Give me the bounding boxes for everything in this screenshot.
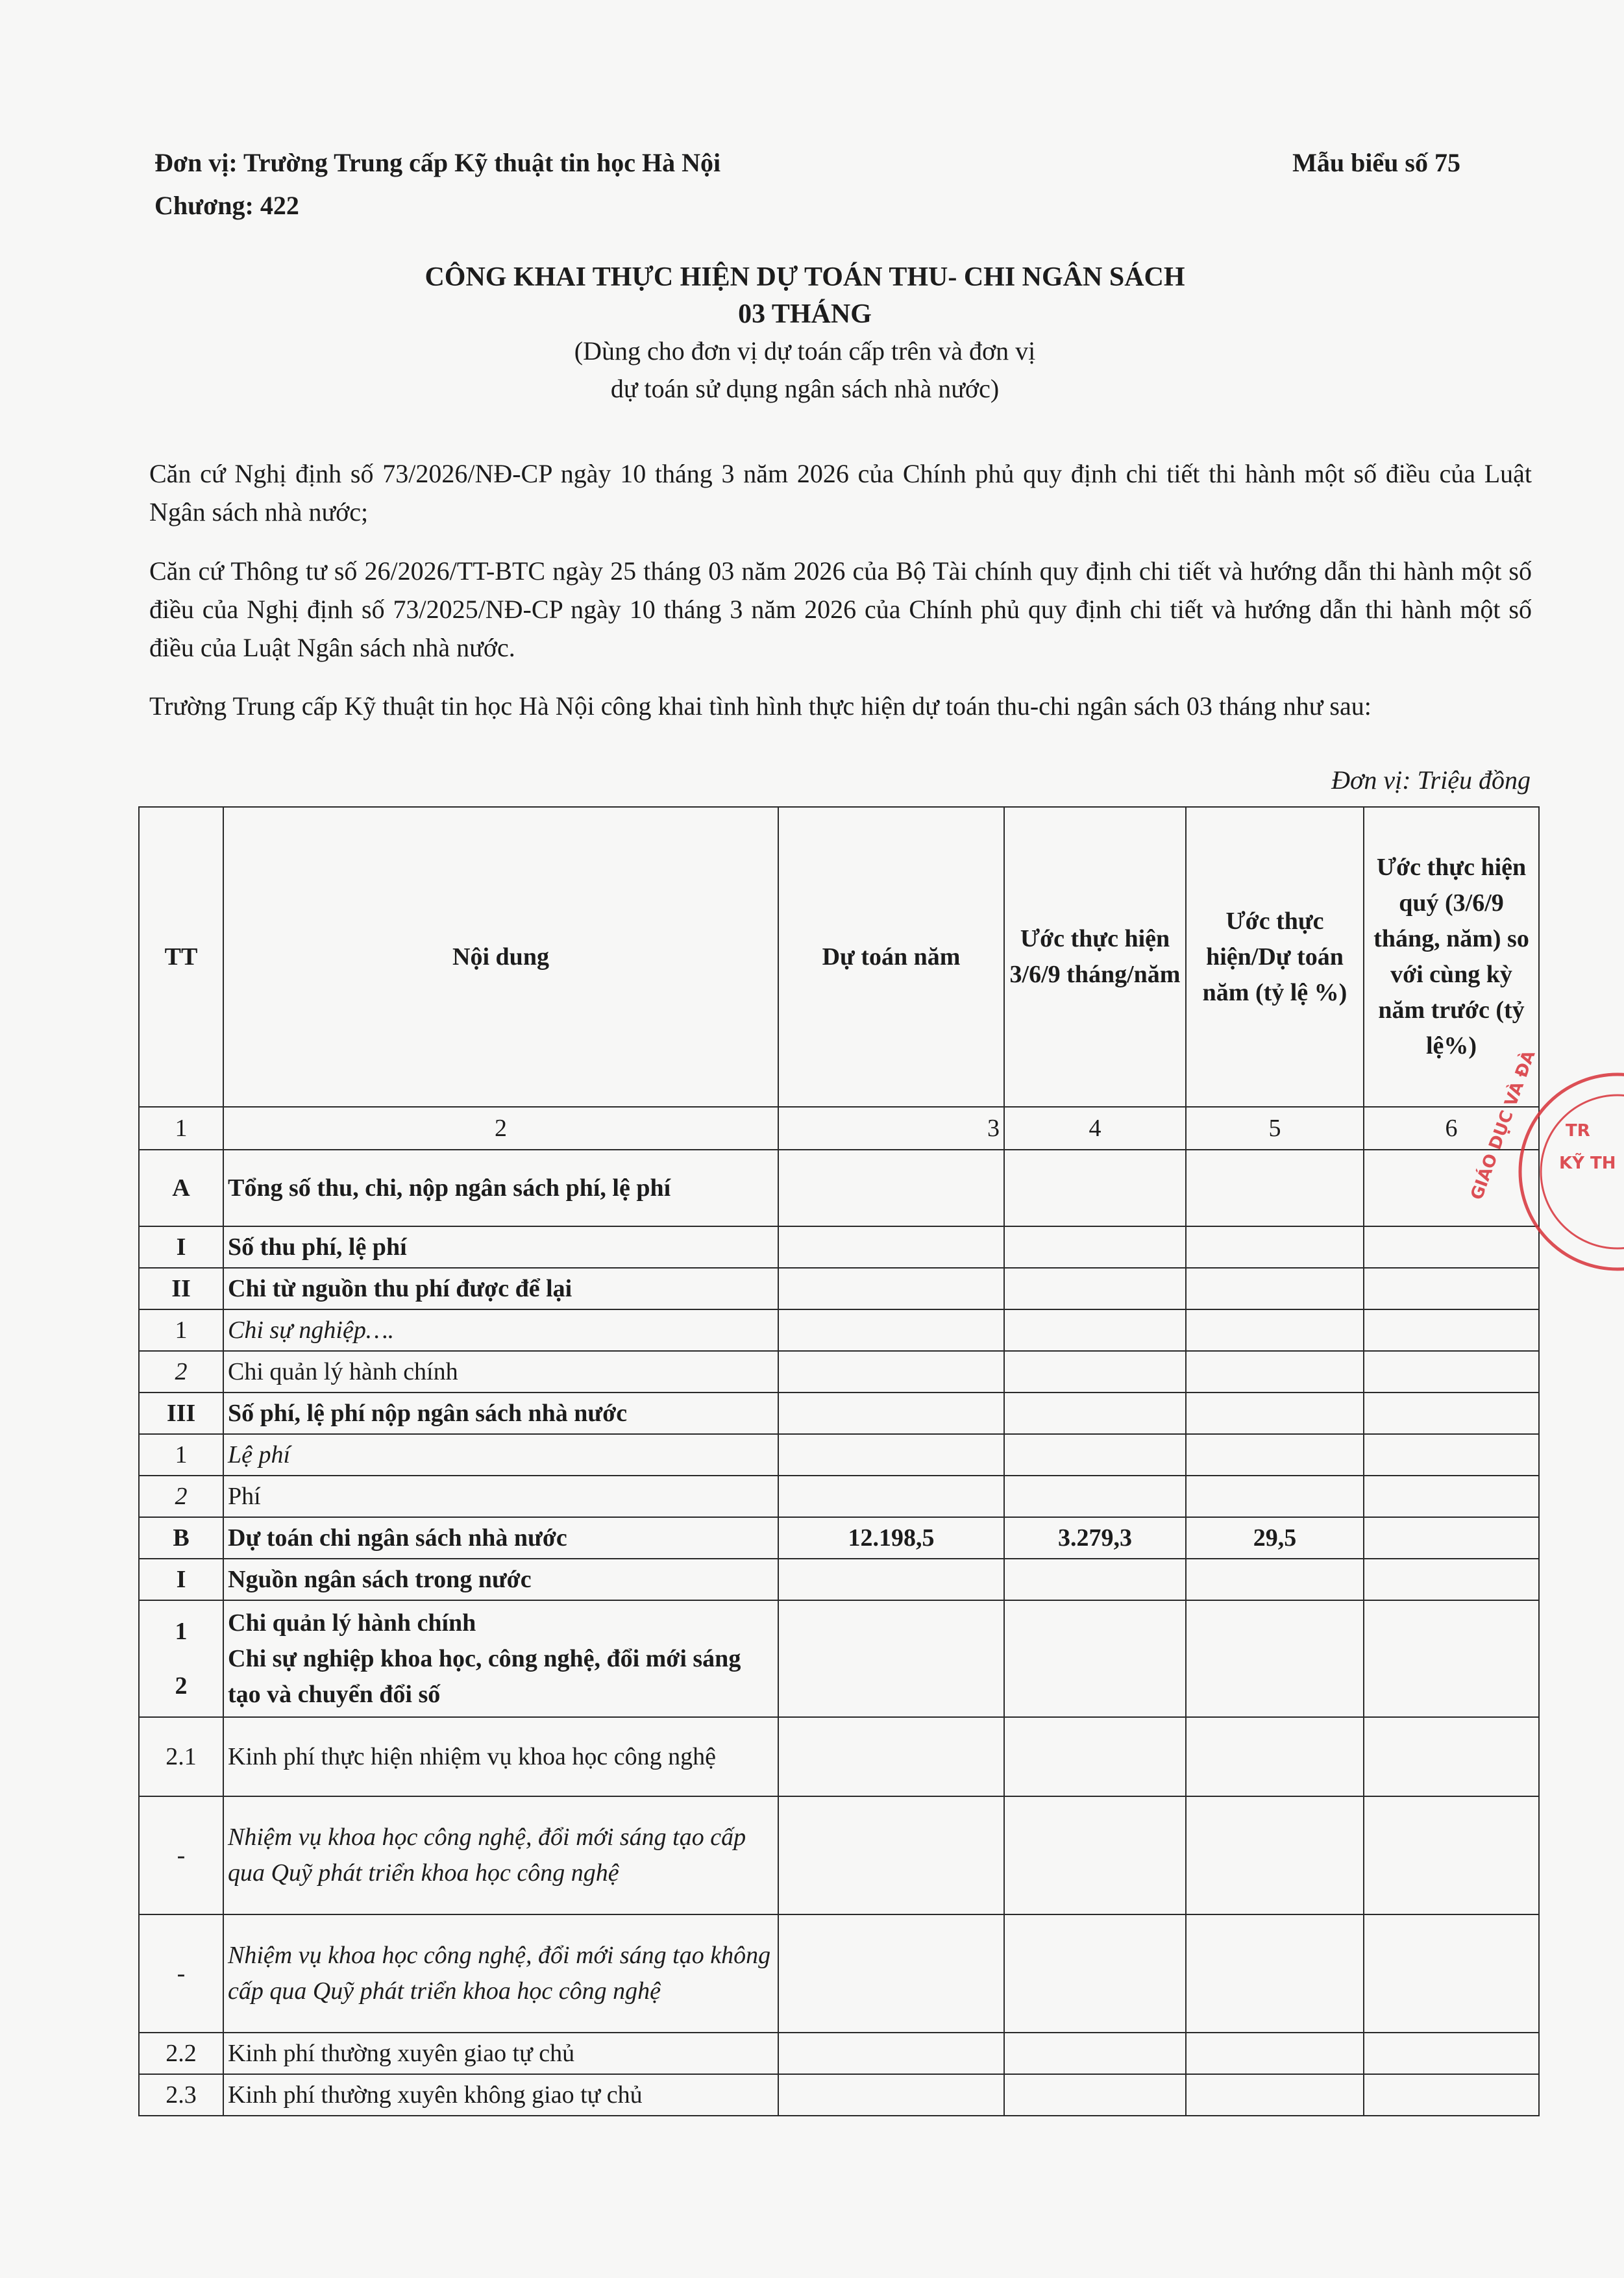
row-ratio bbox=[1186, 1351, 1364, 1393]
header-tt: TT bbox=[139, 807, 223, 1107]
row-tt: B bbox=[139, 1517, 223, 1559]
row-content: Số phí, lệ phí nộp ngân sách nhà nước bbox=[223, 1393, 778, 1434]
row-content: Nhiệm vụ khoa học công nghệ, đổi mới sáng tạo không cấp qua Quỹ phát triển khoa học công nghệ bbox=[223, 1914, 778, 2033]
table-row bbox=[139, 1351, 1539, 1393]
col-index: 2 bbox=[223, 1107, 778, 1150]
row-content: Kinh phí thường xuyên giao tự chủ bbox=[223, 2033, 778, 2074]
row-ratio bbox=[1186, 1600, 1364, 1717]
row-yoy bbox=[1364, 1717, 1539, 1796]
title-block bbox=[0, 258, 1610, 408]
row-ratio bbox=[1186, 1309, 1364, 1351]
row-content: Nhiệm vụ khoa học công nghệ, đổi mới sáng tạo cấp qua Quỹ phát triển khoa học công nghệ bbox=[223, 1796, 778, 1914]
table-row bbox=[139, 1476, 1539, 1517]
row-estimate bbox=[1004, 1559, 1186, 1600]
row-ratio bbox=[1186, 2033, 1364, 2074]
col-index: 3 bbox=[778, 1107, 1004, 1150]
table-row bbox=[139, 1517, 1539, 1559]
header-content: Nội dung bbox=[223, 807, 778, 1107]
row-estimate bbox=[1004, 1717, 1186, 1796]
row-annual bbox=[778, 1268, 1004, 1309]
row-yoy bbox=[1364, 1517, 1539, 1559]
currency-unit-note: Đơn vị: Triệu đồng bbox=[1331, 765, 1531, 795]
table-row bbox=[139, 1226, 1539, 1268]
row-ratio: 29,5 bbox=[1186, 1517, 1364, 1559]
row-annual bbox=[778, 2074, 1004, 2116]
row-content: Chi quản lý hành chính bbox=[223, 1351, 778, 1393]
col-index: 1 bbox=[139, 1107, 223, 1150]
svg-text:GIÁO DỤC VÀ ĐÀ: GIÁO DỤC VÀ ĐÀ bbox=[1467, 1048, 1540, 1203]
table-row bbox=[139, 1914, 1539, 2033]
row-tt: I bbox=[139, 1559, 223, 1600]
row-estimate bbox=[1004, 2033, 1186, 2074]
svg-text:KỸ TH: KỸ TH bbox=[1559, 1154, 1616, 1173]
row-content: Nguồn ngân sách trong nước bbox=[223, 1559, 778, 1600]
row-yoy bbox=[1364, 1600, 1539, 1717]
row-yoy bbox=[1364, 1351, 1539, 1393]
row-annual bbox=[778, 1796, 1004, 1914]
row-annual bbox=[778, 1717, 1004, 1796]
row-tt: 1 2 bbox=[139, 1600, 223, 1717]
row-content: Kinh phí thường xuyên không giao tự chủ bbox=[223, 2074, 778, 2116]
row-tt: 2 bbox=[139, 1476, 223, 1517]
row-content: Kinh phí thực hiện nhiệm vụ khoa học công nghệ bbox=[223, 1717, 778, 1796]
row-annual bbox=[778, 2033, 1004, 2074]
row-ratio bbox=[1186, 1268, 1364, 1309]
row-estimate bbox=[1004, 1434, 1186, 1476]
row-annual: 12.198,5 bbox=[778, 1517, 1004, 1559]
table-row bbox=[139, 1268, 1539, 1309]
row-estimate bbox=[1004, 2074, 1186, 2116]
row-tt: 1 bbox=[139, 1434, 223, 1476]
header-year-over-year: Ước thực hiện quý (3/6/9 tháng, năm) so với cùng kỳ năm trước (tỷ lệ%) bbox=[1364, 807, 1539, 1107]
document-title: CÔNG KHAI THỰC HIỆN DỰ TOÁN THU- CHI NGÂN SÁCH bbox=[424, 262, 1185, 292]
form-number: Mẫu biểu số 75 bbox=[1292, 148, 1460, 177]
row-yoy bbox=[1364, 1559, 1539, 1600]
table-row bbox=[139, 1600, 1539, 1717]
row-annual bbox=[778, 1434, 1004, 1476]
row-ratio bbox=[1186, 1717, 1364, 1796]
row-yoy bbox=[1364, 1393, 1539, 1434]
row-annual bbox=[778, 1476, 1004, 1517]
col-index: 4 bbox=[1004, 1107, 1186, 1150]
row-annual bbox=[778, 1559, 1004, 1600]
row-yoy bbox=[1364, 2074, 1539, 2116]
row-tt: I bbox=[139, 1226, 223, 1268]
row-content: Chi sự nghiệp…. bbox=[223, 1309, 778, 1351]
row-ratio bbox=[1186, 2074, 1364, 2116]
row-yoy bbox=[1364, 1434, 1539, 1476]
row-annual bbox=[778, 1914, 1004, 2033]
row-tt: 2.1 bbox=[139, 1717, 223, 1796]
row-estimate bbox=[1004, 1796, 1186, 1914]
row-estimate bbox=[1004, 1600, 1186, 1717]
row-yoy bbox=[1364, 1476, 1539, 1517]
table-header-row bbox=[139, 807, 1539, 1107]
row-annual bbox=[778, 1351, 1004, 1393]
table-row bbox=[139, 1434, 1539, 1476]
row-estimate bbox=[1004, 1268, 1186, 1309]
row-tt: III bbox=[139, 1393, 223, 1434]
row-annual bbox=[778, 1600, 1004, 1717]
table-row bbox=[139, 1150, 1539, 1226]
row-estimate bbox=[1004, 1226, 1186, 1268]
row-yoy bbox=[1364, 2033, 1539, 2074]
table-row bbox=[139, 2033, 1539, 2074]
row-annual bbox=[778, 1393, 1004, 1434]
row-content: Dự toán chi ngân sách nhà nước bbox=[223, 1517, 778, 1559]
row-tt: A bbox=[139, 1150, 223, 1226]
legal-basis-decree: Căn cứ Nghị định số 73/2026/NĐ-CP ngày 10 tháng 3 năm 2026 của Chính phủ quy định chi tiết thi hành một số điều của Luật Ngân sách nhà nước; bbox=[149, 459, 1532, 526]
row-content: Chi quản lý hành chính Chi sự nghiệp khoa học, công nghệ, đổi mới sáng tạo và chuyển đổi số bbox=[223, 1600, 778, 1717]
disclosure-intro: Trường Trung cấp Kỹ thuật tin học Hà Nội công khai tình hình thực hiện dự toán thu-chi ngân sách 03 tháng như sau: bbox=[149, 691, 1372, 721]
row-estimate bbox=[1004, 1914, 1186, 2033]
svg-text:TR: TR bbox=[1566, 1121, 1590, 1141]
table-row bbox=[139, 2074, 1539, 2116]
column-index-row bbox=[139, 1107, 1539, 1150]
row-ratio bbox=[1186, 1796, 1364, 1914]
header-estimated-execution: Ước thực hiện 3/6/9 tháng/năm bbox=[1004, 807, 1186, 1107]
row-tt: - bbox=[139, 1796, 223, 1914]
row-content: Lệ phí bbox=[223, 1434, 778, 1476]
row-estimate bbox=[1004, 1351, 1186, 1393]
row-yoy bbox=[1364, 1309, 1539, 1351]
row-ratio bbox=[1186, 1559, 1364, 1600]
row-estimate: 3.279,3 bbox=[1004, 1517, 1186, 1559]
row-content: Số thu phí, lệ phí bbox=[223, 1226, 778, 1268]
row-estimate bbox=[1004, 1393, 1186, 1434]
row-tt: II bbox=[139, 1268, 223, 1309]
col-index: 5 bbox=[1186, 1107, 1364, 1150]
row-tt: 2.2 bbox=[139, 2033, 223, 2074]
title-note-line1: (Dùng cho đơn vị dự toán cấp trên và đơn vị bbox=[574, 336, 1036, 365]
row-annual bbox=[778, 1226, 1004, 1268]
table-row bbox=[139, 1559, 1539, 1600]
legal-basis-circular: Căn cứ Thông tư số 26/2026/TT-BTC ngày 25 tháng 03 năm 2026 của Bộ Tài chính quy định chi tiết và hướng dẫn thi hành một số điều của Nghị định số 73/2025/NĐ-CP ngày 10 tháng 3 năm 2026 của Chính phủ quy định chi tiết và hướng dẫn thi hành một số điều của Luật Ngân sách nhà nước. bbox=[149, 556, 1532, 662]
row-tt: 2 bbox=[139, 1351, 223, 1393]
header-execution-ratio: Ước thực hiện/Dự toán năm (tỷ lệ %) bbox=[1186, 807, 1364, 1107]
table-row bbox=[139, 1796, 1539, 1914]
row-tt: 2.3 bbox=[139, 2074, 223, 2116]
row-yoy bbox=[1364, 1796, 1539, 1914]
row-content: Phí bbox=[223, 1476, 778, 1517]
title-note-line2: dự toán sử dụng ngân sách nhà nước) bbox=[610, 374, 1000, 403]
row-ratio bbox=[1186, 1476, 1364, 1517]
row-annual bbox=[778, 1150, 1004, 1226]
row-tt: 1 bbox=[139, 1309, 223, 1351]
table-row bbox=[139, 1393, 1539, 1434]
document-period: 03 THÁNG bbox=[738, 299, 872, 329]
col-index: 6 bbox=[1364, 1107, 1539, 1150]
unit-name: Đơn vị: Trường Trung cấp Kỹ thuật tin học Hà Nội bbox=[154, 148, 721, 177]
header-annual-estimate: Dự toán năm bbox=[778, 807, 1004, 1107]
row-content: Tổng số thu, chi, nộp ngân sách phí, lệ phí bbox=[223, 1150, 778, 1226]
row-yoy bbox=[1364, 1914, 1539, 2033]
official-stamp-icon bbox=[1467, 1048, 1624, 1279]
row-tt: - bbox=[139, 1914, 223, 2033]
header-left bbox=[154, 142, 720, 227]
row-ratio bbox=[1186, 1393, 1364, 1434]
row-ratio bbox=[1186, 1914, 1364, 2033]
row-content: Chi từ nguồn thu phí được để lại bbox=[223, 1268, 778, 1309]
row-ratio bbox=[1186, 1434, 1364, 1476]
chapter-number: Chương: 422 bbox=[154, 191, 299, 220]
row-estimate bbox=[1004, 1309, 1186, 1351]
row-annual bbox=[778, 1309, 1004, 1351]
row-estimate bbox=[1004, 1150, 1186, 1226]
row-ratio bbox=[1186, 1226, 1364, 1268]
table-row bbox=[139, 1309, 1539, 1351]
budget-table bbox=[138, 806, 1540, 2116]
table-row bbox=[139, 1717, 1539, 1796]
row-estimate bbox=[1004, 1476, 1186, 1517]
row-ratio bbox=[1186, 1150, 1364, 1226]
